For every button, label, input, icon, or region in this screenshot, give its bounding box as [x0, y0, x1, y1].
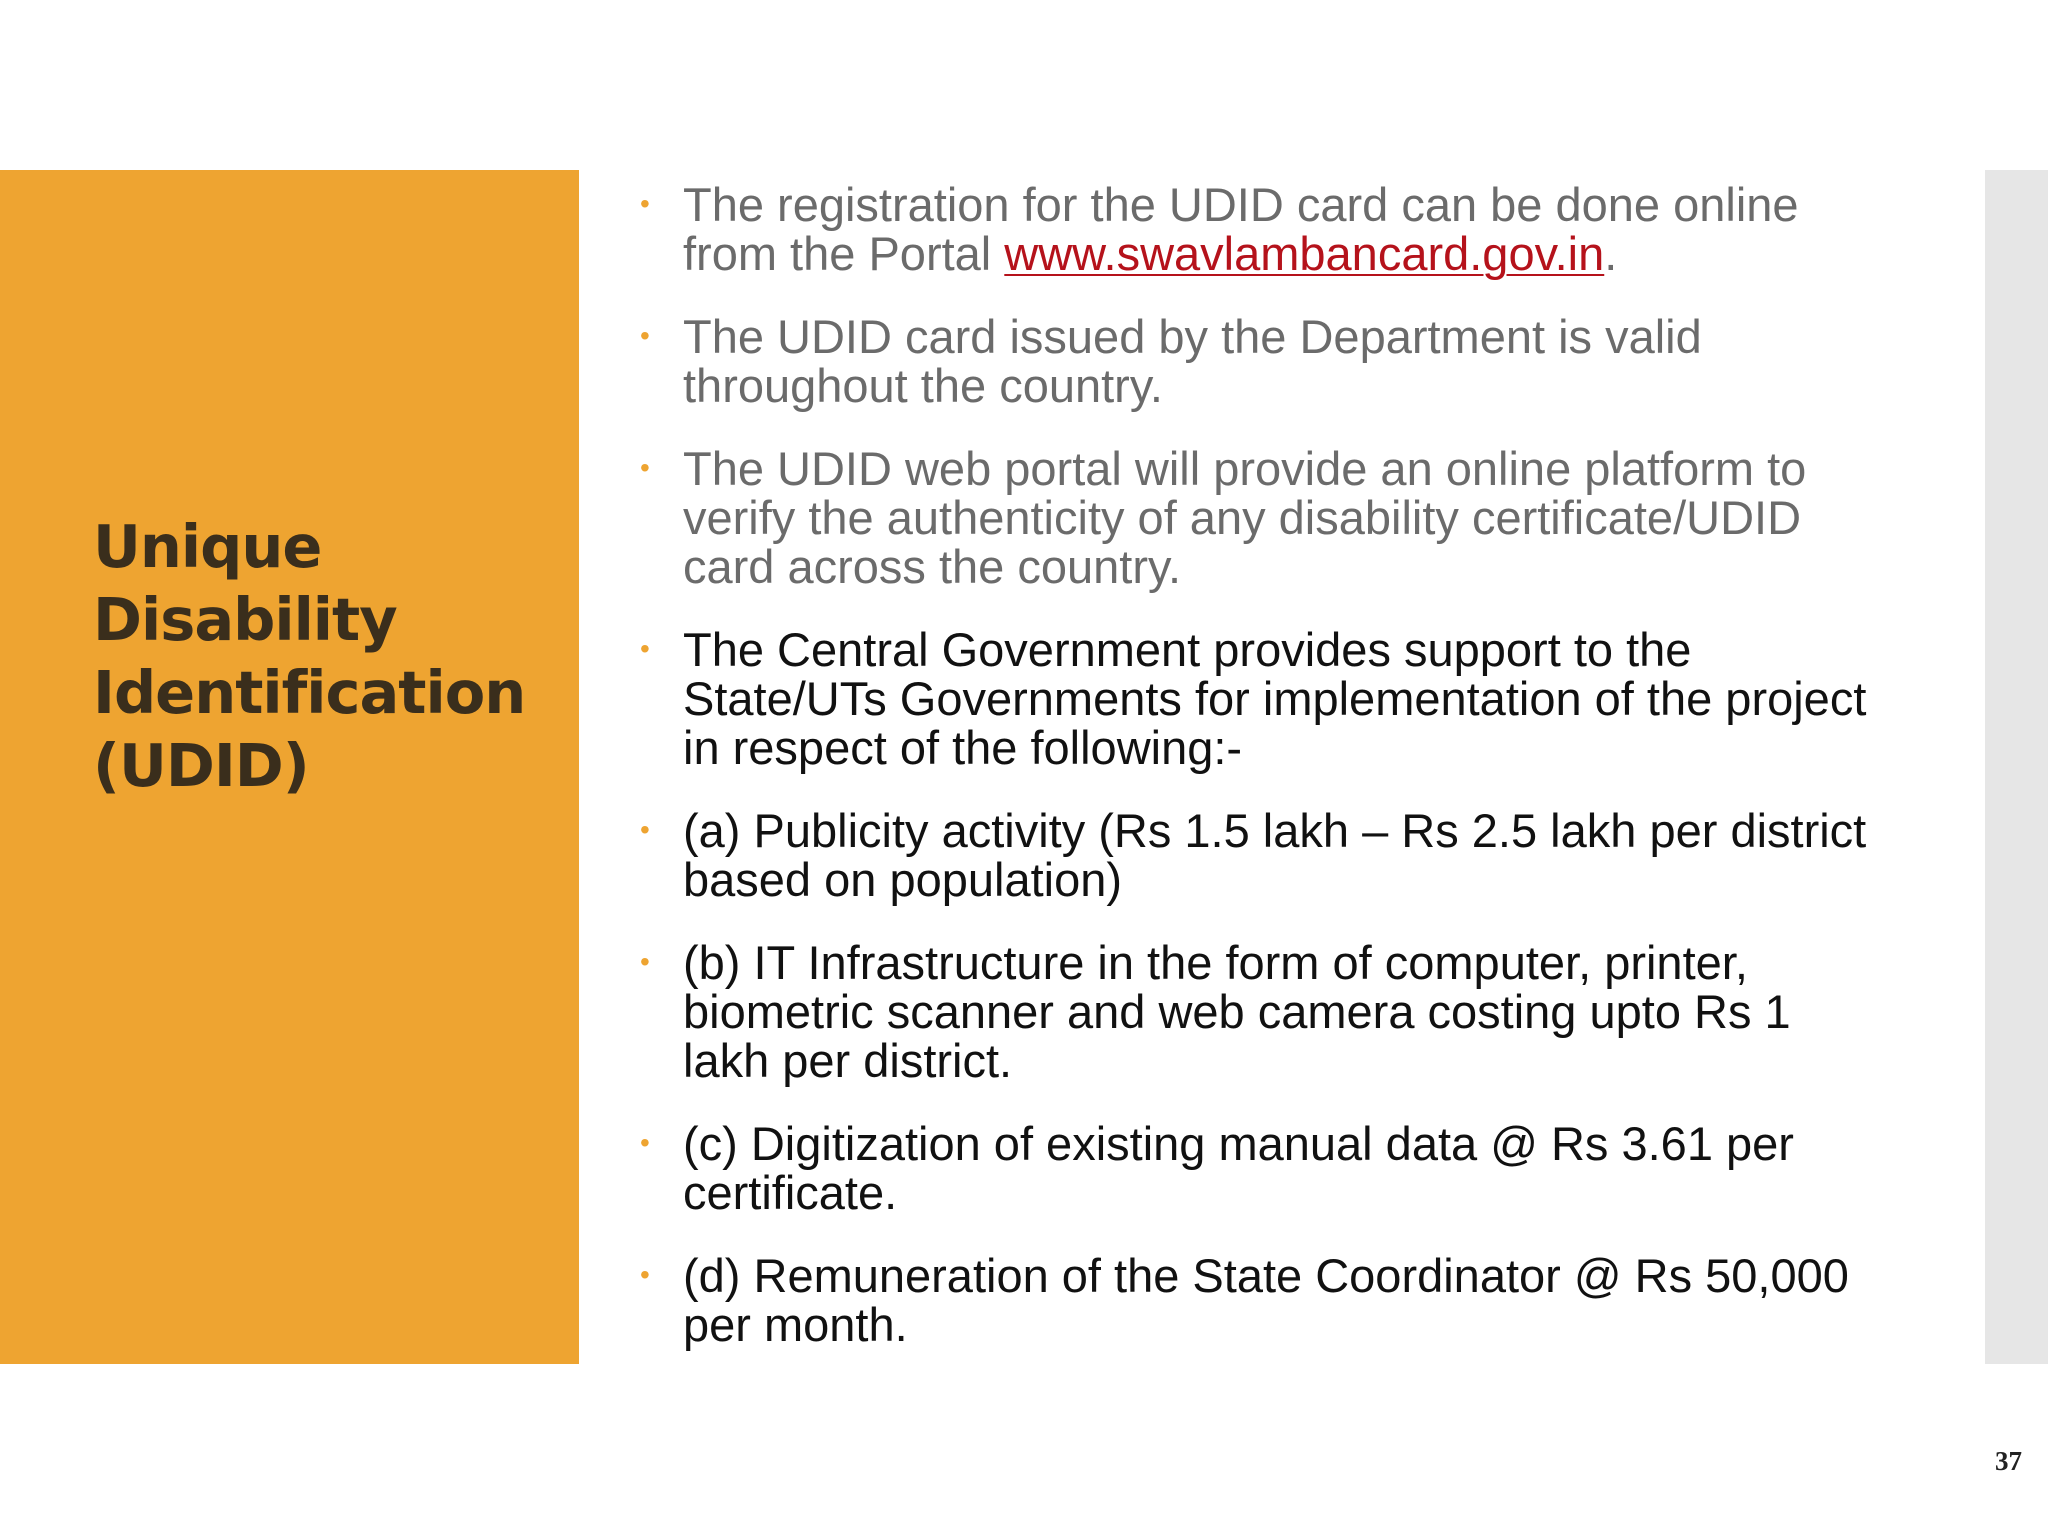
bullet-validity	[640, 312, 1870, 410]
bullet-dot-icon: •	[640, 1127, 650, 1158]
bullet-verification	[640, 444, 1870, 591]
page-number: 37	[1995, 1446, 2022, 1476]
bullet-dot-icon: •	[640, 946, 650, 977]
bullet-publicity	[640, 806, 1870, 904]
bullet-registration	[640, 180, 1870, 278]
bullet-dot-icon: •	[640, 814, 650, 845]
bullet-dot-icon: •	[640, 188, 650, 219]
bullet-list	[640, 180, 1870, 1349]
bullet-dot-icon: •	[640, 320, 650, 351]
title-line: Identification	[93, 658, 526, 727]
bullet-dot-icon: •	[640, 452, 650, 483]
bullet-text: (b) IT Infrastructure in the form of computer, printer, biometric scanner and web camera costing upto Rs 1 lakh per district.	[683, 936, 1791, 1087]
title-line: Disability	[93, 585, 397, 654]
bullet-remuneration	[640, 1251, 1870, 1349]
bullet-text: The Central Government provides support to the State/UTs Governments for implementation of the project in respect of the following:-	[683, 623, 1867, 774]
bullet-it-infrastructure	[640, 938, 1870, 1085]
right-decorative-bar	[1985, 170, 2048, 1364]
bullet-dot-icon: •	[640, 633, 650, 664]
title-line: (UDID)	[93, 731, 309, 800]
bullet-central-support	[640, 625, 1870, 772]
bullet-text: The UDID web portal will provide an online platform to verify the authenticity of any disability certificate/UDID card across the country.	[683, 442, 1807, 593]
bullet-text: (d) Remuneration of the State Coordinator @ Rs 50,000 per month.	[683, 1249, 1849, 1351]
bullet-text: The registration for the UDID card can be done online from the Portal	[683, 178, 1799, 280]
slide-title	[93, 510, 563, 802]
swavlamban-portal-link[interactable]: www.swavlambancard.gov.in	[1004, 227, 1605, 280]
bullet-text: (a) Publicity activity (Rs 1.5 lakh – Rs 2.5 lakh per district based on population)	[683, 804, 1867, 906]
bullet-text: The UDID card issued by the Department is valid throughout the country.	[683, 310, 1702, 412]
title-line: Unique	[93, 512, 322, 581]
bullet-text: (c) Digitization of existing manual data @ Rs 3.61 per certificate.	[683, 1117, 1794, 1219]
bullet-digitization	[640, 1119, 1870, 1217]
bullet-text-suffix: .	[1604, 227, 1618, 280]
bullet-dot-icon: •	[640, 1259, 650, 1290]
content-area	[640, 180, 1870, 1383]
